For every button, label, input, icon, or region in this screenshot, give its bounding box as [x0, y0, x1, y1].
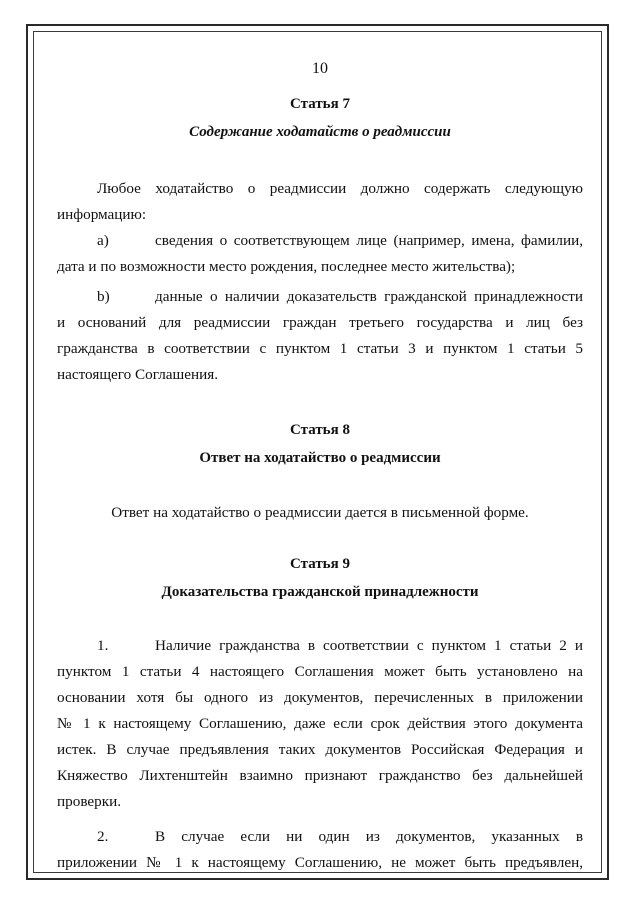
article-7-intro-line-1: Любое ходатайство о реадмиссии должно содержать следующую	[97, 180, 583, 197]
article-7-item-b	[57, 284, 583, 388]
item-a-label: a)	[97, 232, 109, 249]
article-9-subtitle: Доказательства гражданской принадлежности	[161, 584, 479, 600]
item-b-text-1: данные о наличии доказательств гражданской принадлежности	[155, 288, 583, 305]
article-7-intro	[57, 176, 583, 228]
article-9-paragraph-2	[57, 824, 583, 876]
p2-text-1: В случае если ни один из документов, указанных в	[155, 828, 583, 845]
article-9-p1-line-4: № 1 к настоящему Соглашению, даже если срок действия этого документа	[57, 715, 583, 732]
article-8-subtitle: Ответ на ходатайство о реадмиссии	[199, 450, 441, 466]
article-7-subtitle: Содержание ходатайств о реадмиссии	[189, 124, 451, 140]
item-b-label: b)	[97, 288, 110, 305]
article-9-p1-line-3: основании хотя бы одного из документов, перечисленных в приложении	[57, 689, 583, 706]
article-7-item-b-line-2: и оснований для реадмиссии граждан третьего государства и лиц без	[57, 314, 583, 331]
article-7-title: Статья 7	[290, 96, 350, 112]
article-7-item-a	[57, 228, 583, 280]
article-9-p2-line-2: приложении № 1 к настоящему Соглашению, не может быть предъявлен,	[57, 854, 583, 871]
p2-label: 2.	[97, 828, 109, 845]
article-9-p1-line-1	[57, 633, 583, 659]
article-9-p1-line-7: проверки.	[57, 793, 122, 810]
article-7-item-b-line-1	[57, 284, 583, 310]
article-7-item-a-line-2: дата и по возможности место рождения, последнее место жительства);	[57, 258, 516, 275]
article-9-title: Статья 9	[290, 556, 350, 572]
p1-label: 1.	[97, 637, 109, 654]
article-9-p2-line-1	[57, 824, 583, 850]
article-7-item-b-line-3: гражданства в соответствии с пунктом 1 статьи 3 и пунктом 1 статьи 5	[57, 340, 583, 357]
article-8-body: Ответ на ходатайство о реадмиссии дается в письменной форме.	[111, 504, 529, 521]
article-9-p1-line-6: Княжество Лихтенштейн взаимно признают гражданство без дальнейшей	[57, 767, 583, 784]
item-a-text-1: сведения о соответствующем лице (например, имена, фамилии,	[155, 232, 583, 249]
article-7-item-b-line-4: настоящего Соглашения.	[57, 366, 218, 383]
page-number: 10	[312, 60, 328, 77]
article-9-p1-line-2: пунктом 1 статьи 4 настоящего Соглашения может быть установлено на	[57, 663, 583, 680]
article-8-title: Статья 8	[290, 422, 350, 438]
p1-text-1: Наличие гражданства в соответствии с пунктом 1 статьи 2 и	[155, 637, 583, 654]
article-9-p1-line-5: истек. В случае предъявления таких документов Российская Федерация и	[57, 741, 583, 758]
article-7-intro-line-2: информацию:	[57, 206, 147, 223]
article-7-item-a-line-1	[57, 228, 583, 254]
article-9-paragraph-1	[57, 633, 583, 815]
